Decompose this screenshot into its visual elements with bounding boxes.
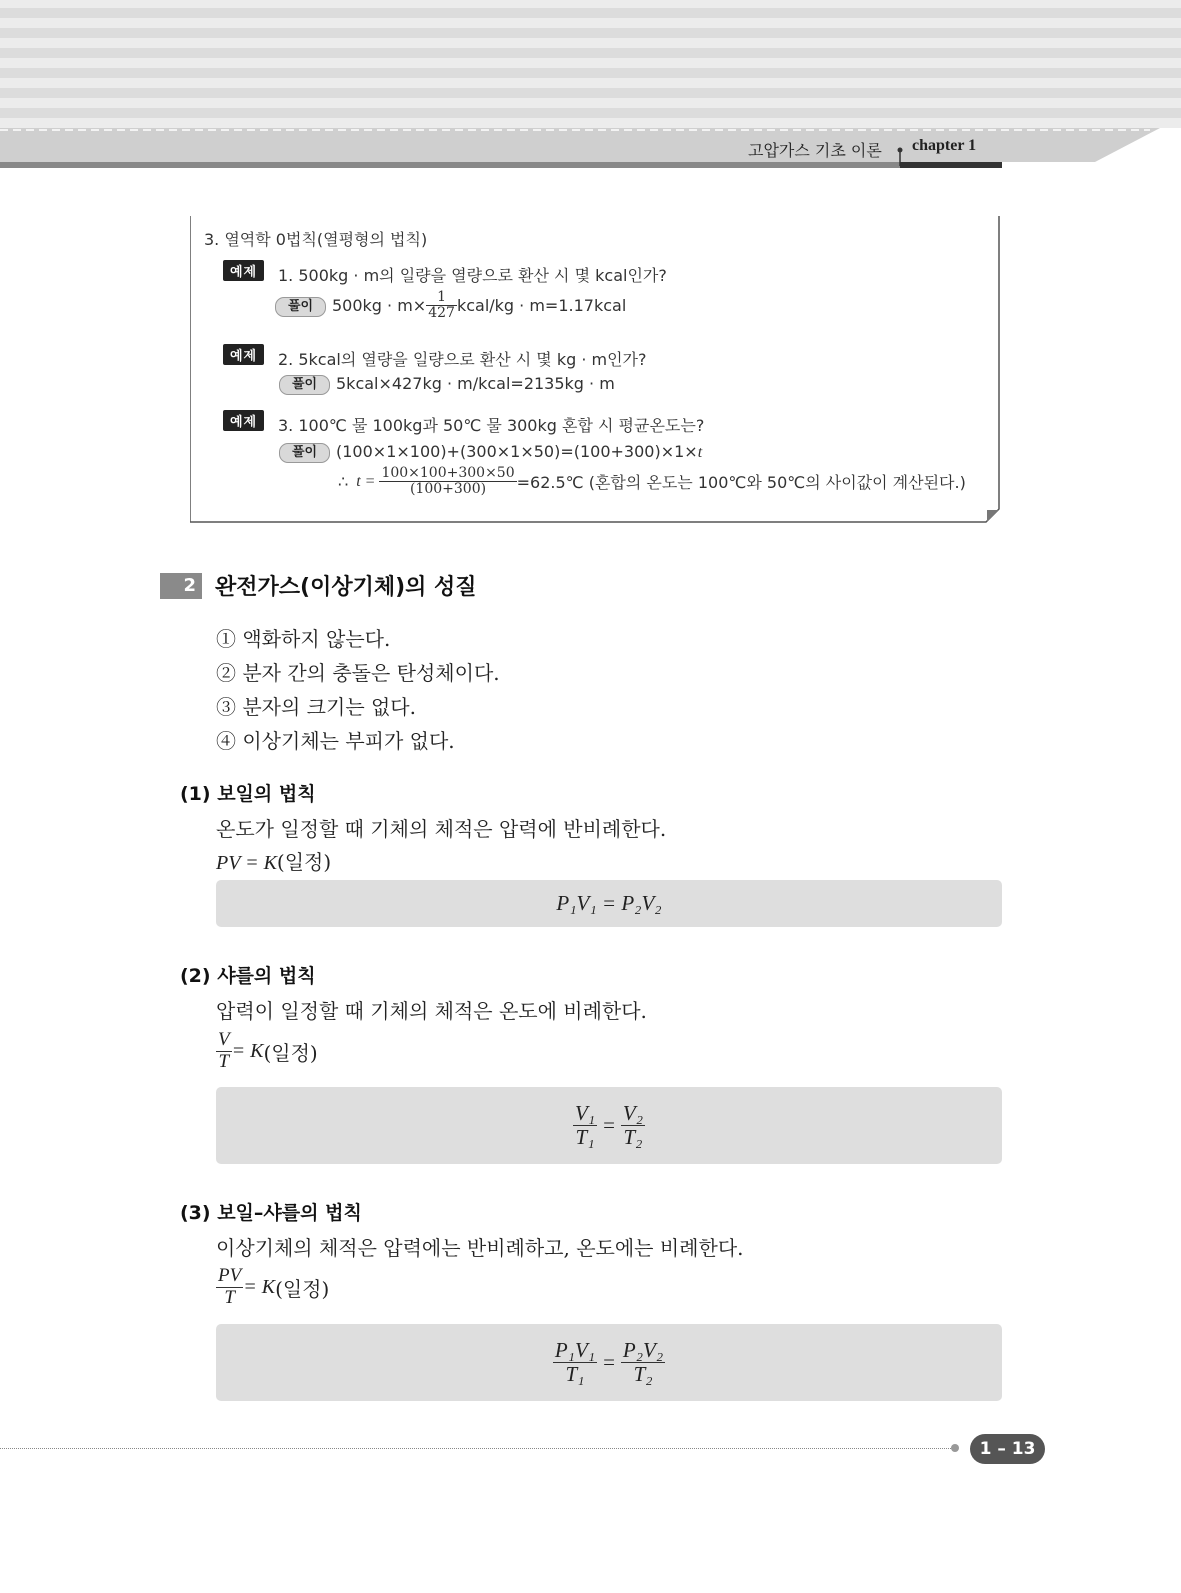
boyle-formula-box	[216, 880, 1002, 927]
charles-equation	[216, 1030, 318, 1073]
page-number: 1 – 13	[970, 1434, 1045, 1464]
example-3-t-eq: t =	[356, 472, 376, 490]
page-header	[0, 0, 1181, 170]
section-number: 2	[160, 573, 202, 599]
boyle-charles-title: (3) 보일–샤를의 법칙	[180, 1202, 362, 1224]
example-1-fraction-den: 427	[428, 305, 455, 322]
boyle-charles-formula-left-den: T₁	[565, 1362, 585, 1386]
property-item: ① 액화하지 않는다.	[216, 627, 391, 651]
section-title: 완전가스(이상기체)의 성질	[215, 575, 477, 600]
boyle-formula: P₁V₁ = P₂V₂	[556, 891, 662, 915]
footer-divider	[0, 1448, 955, 1449]
charles-formula-left-num: V₁	[574, 1100, 596, 1125]
charles-equation-den: T	[218, 1050, 230, 1072]
charles-equation-suffix: (일정)	[263, 1040, 318, 1065]
example-3-fraction	[379, 466, 516, 498]
example-1-solution-pre: 500kg · m×	[332, 296, 427, 316]
boyle-charles-equation-suffix: (일정)	[275, 1276, 330, 1301]
boyle-charles-formula-right	[621, 1339, 665, 1386]
property-item: ② 분자 간의 충돌은 탄성체이다.	[216, 661, 500, 685]
charles-equation-num: V	[218, 1029, 230, 1050]
boyle-charles-formula-left	[553, 1339, 597, 1386]
charles-equation-rhs: = K	[231, 1039, 264, 1062]
header-decoration	[0, 0, 1181, 170]
charles-formula-right-num: V₂	[622, 1100, 644, 1125]
solution-badge: 풀이	[279, 443, 330, 463]
boyle-equation-expr: PV = K	[216, 852, 277, 874]
example-3-fraction-num: 100×100+300×50	[381, 465, 515, 481]
charles-formula-left	[573, 1102, 597, 1149]
example-1-fraction-num: 1	[426, 290, 457, 306]
charles-formula	[216, 1087, 1002, 1164]
solution-badge: 풀이	[279, 375, 330, 395]
boyle-charles-formula	[216, 1324, 1002, 1401]
footer-dot	[951, 1444, 959, 1452]
example-3-solution-var: t	[697, 444, 703, 461]
example-badge: 예제	[223, 260, 264, 281]
example-3-fraction-den: (100+300)	[409, 481, 487, 498]
property-item: ③ 분자의 크기는 없다.	[216, 695, 416, 719]
example-3-solution-text: (100×1×100)+(300×1×50)=(100+300)×1×	[336, 442, 698, 461]
example-3-result-text: =62.5℃ (혼합의 온도는 100℃와 50℃의 사이값이 계산된다.)	[516, 473, 966, 493]
boyle-charles-equation-rhs: = K	[243, 1275, 276, 1298]
boyle-description: 온도가 일정할 때 기체의 체적은 압력에 반비례한다.	[216, 817, 667, 841]
charles-formula-right-den: T₂	[623, 1125, 643, 1149]
solution-badge: 풀이	[275, 297, 326, 317]
example-3-result	[338, 466, 966, 498]
boyle-equation	[216, 846, 331, 875]
example-badge: 예제	[223, 410, 264, 431]
boyle-charles-formula-left-num: P₁V₁	[554, 1337, 596, 1362]
property-item: ④ 이상기체는 부피가 없다.	[216, 729, 455, 753]
charles-formula-left-den: T₁	[575, 1125, 595, 1149]
example-2-solution: 5kcal×427kg · m/kcal=2135kg · m	[336, 374, 615, 393]
boyle-charles-equation	[216, 1266, 329, 1309]
header-title: 고압가스 기초 이론	[748, 141, 882, 160]
charles-description: 압력이 일정할 때 기체의 체적은 온도에 비례한다.	[216, 999, 647, 1023]
example-1-question: 1. 500kg · m의 일량을 열량으로 환산 시 몇 kcal인가?	[278, 266, 667, 285]
example-badge: 예제	[223, 344, 264, 365]
example-2-question: 2. 5kcal의 열량을 일량으로 환산 시 몇 kg · m인가?	[278, 350, 647, 369]
example-3-question: 3. 100℃ 물 100kg과 50℃ 물 300kg 혼합 시 평균온도는?	[278, 416, 705, 435]
boyle-charles-formula-right-den: T₂	[633, 1362, 653, 1386]
example-heading: 3. 열역학 0법칙(열평형의 법칙)	[204, 230, 428, 249]
example-1-fraction	[426, 290, 457, 322]
boyle-title: (1) 보일의 법칙	[180, 783, 316, 805]
boyle-charles-equation-num: PV	[218, 1265, 242, 1286]
header-chapter: chapter 1	[912, 137, 977, 154]
therefore-symbol: ∴	[338, 472, 349, 492]
charles-formula-box	[216, 1087, 1002, 1164]
charles-formula-equals: =	[603, 1113, 615, 1137]
example-box	[190, 216, 1000, 524]
boyle-charles-equation-den: T	[224, 1286, 235, 1308]
charles-title: (2) 샤를의 법칙	[180, 965, 316, 987]
boyle-charles-description: 이상기체의 체적은 압력에는 반비례하고, 온도에는 비례한다.	[216, 1236, 744, 1260]
charles-equation-fraction	[216, 1030, 232, 1073]
example-1-solution-post: kcal/kg · m=1.17kcal	[456, 296, 627, 316]
boyle-charles-equation-fraction	[216, 1266, 243, 1309]
charles-formula-right	[621, 1102, 645, 1149]
example-3-solution	[336, 442, 702, 462]
boyle-charles-formula-box	[216, 1324, 1002, 1401]
boyle-equation-suffix: (일정)	[276, 850, 332, 874]
boyle-charles-formula-right-num: P₂V₂	[622, 1337, 664, 1362]
example-1-solution	[332, 290, 626, 322]
boyle-charles-formula-equals: =	[603, 1350, 615, 1374]
